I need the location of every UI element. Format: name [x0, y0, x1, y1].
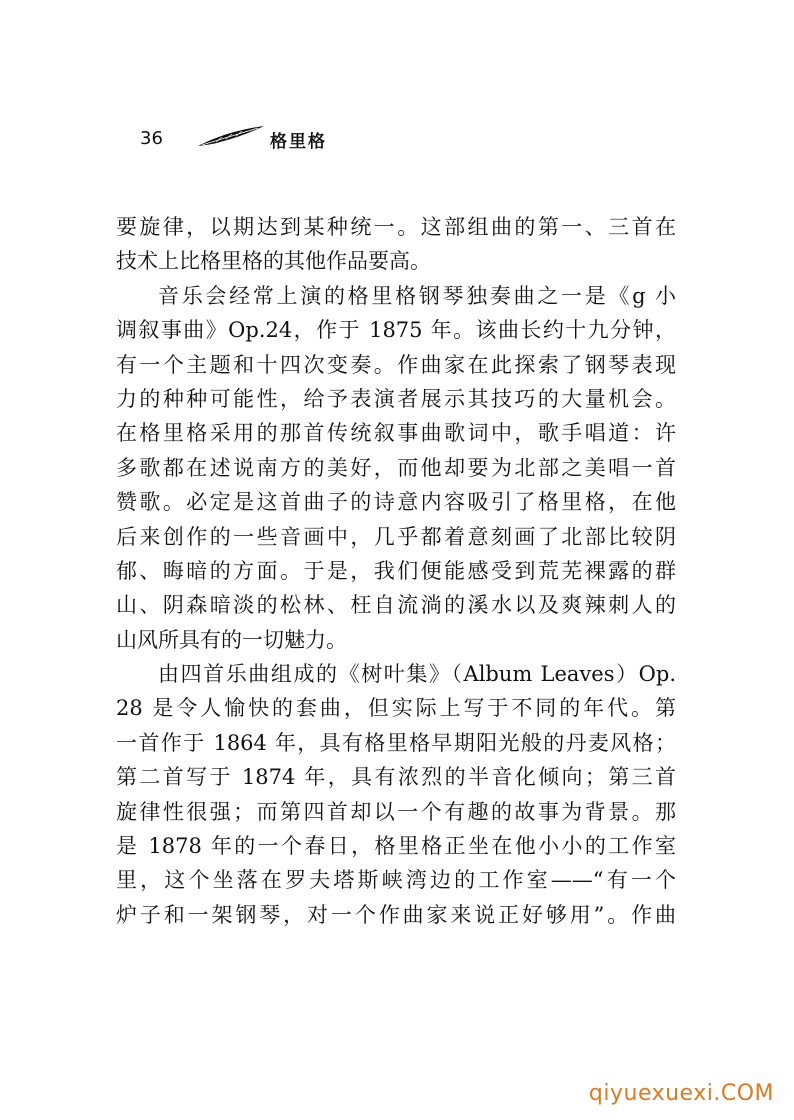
text-line: 郁、晦暗的方面。于是，我们便能感受到荒芜裸露的群: [116, 558, 676, 583]
text-line: 28 是令人愉快的套曲，但实际上写于不同的年代。第: [116, 696, 676, 721]
text-line: 调叙事曲》Op.24，作于 1875 年。该曲长约十九分钟，: [116, 318, 676, 343]
text-line: 在格里格采用的那首传统叙事曲歌词中，歌手唱道：许: [116, 421, 676, 446]
page-header: [140, 122, 440, 156]
text-line: 音乐会经常上演的格里格钢琴独奏曲之一是《g 小: [158, 283, 676, 308]
paragraph: [116, 210, 676, 279]
body-text: [116, 210, 676, 932]
text-line: 山风所具有的一切魅力。: [116, 627, 347, 652]
text-line: 后来创作的一些音画中，几乎都着意刻画了北部比较阴: [116, 524, 676, 549]
running-title: 格里格: [270, 132, 327, 152]
text-line: 有一个主题和十四次变奏。作曲家在此探索了钢琴表现: [116, 352, 676, 377]
text-line: 是 1878 年的一个春日，格里格正坐在他小小的工作室: [116, 834, 676, 859]
text-line: 第二首写于 1874 年，具有浓烈的半音化倾向；第三首: [116, 765, 676, 790]
text-line: 多歌都在述说南方的美好，而他却要为北部之美唱一首: [116, 455, 676, 480]
text-line: 炉子和一架钢琴，对一个作曲家来说正好够用”。作曲: [116, 902, 676, 927]
feather-icon: [196, 124, 266, 148]
paragraph: [116, 279, 676, 657]
text-line: 由四首乐曲组成的《树叶集》（Album Leaves）Op.: [158, 662, 676, 687]
page-number: 36: [140, 128, 163, 149]
text-line: 技术上比格里格的其他作品要高。: [116, 249, 431, 274]
text-line: 要旋律，以期达到某种统一。这部组曲的第一、三首在: [116, 215, 676, 239]
text-line: 力的种种可能性，给予表演者展示其技巧的大量机会。: [116, 386, 676, 411]
text-line: 一首作于 1864 年，具有格里格早期阳光般的丹麦风格；: [116, 730, 676, 755]
site-watermark: qiyuexuexi.COM: [588, 1081, 774, 1106]
text-line: 旋律性很强；而第四首却以一个有趣的故事为背景。那: [116, 799, 676, 824]
text-line: 山、阴森暗淡的松林、枉自流淌的溪水以及爽辣刺人的: [116, 593, 676, 618]
text-line: 里，这个坐落在罗夫塔斯峡湾边的工作室——“有一个: [116, 868, 676, 893]
paragraph: [116, 657, 676, 932]
text-line: 赞歌。必定是这首曲子的诗意内容吸引了格里格，在他: [116, 490, 676, 515]
